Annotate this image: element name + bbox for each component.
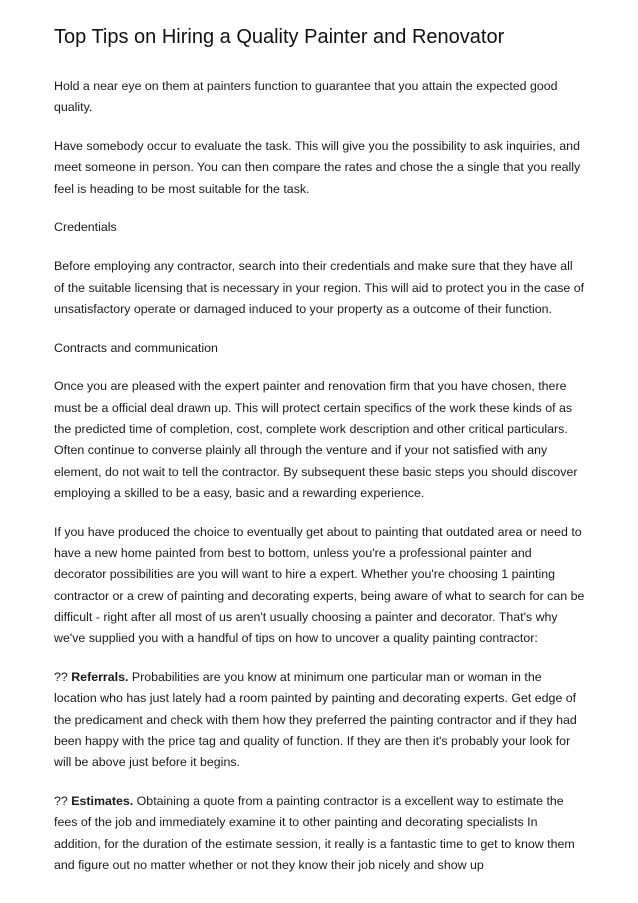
tip-bullet: ?? bbox=[54, 670, 72, 685]
tip-heading: Referrals. bbox=[71, 670, 129, 685]
paragraph-evaluate: Have somebody occur to evaluate the task. This will give you the possibility to ask inquiries, and meet someone in person. You can then compare the rates and chose the a single that you really feel is heading to be most suitable for the task. bbox=[54, 139, 581, 196]
page-title: Top Tips on Hiring a Quality Painter and Renovator bbox=[54, 26, 505, 48]
tip-text: Probabilities are you know at minimum one particular man or woman in the location who has just lately had a room painted by painting and decorating experts. Get edge of the predicament and check with them how they preferred the painting contractor and if they had been happy with the price tag and quality of function. If they are then it's probably your look for will be above just before it begins. bbox=[54, 670, 577, 770]
tip-estimates bbox=[54, 791, 586, 876]
tip-text: Obtaining a quote from a painting contractor is a excellent way to estimate the fees of the job and immediately examine it to other painting and decorating specialists In addition, for the duration of the estimate session, it really is a fantastic time to get to know them and figure out no matter whether or not they know their job nicely and show up bbox=[54, 794, 575, 872]
paragraph-contracts: Once you are pleased with the expert painter and renovation firm that you have chosen, there must be a official deal drawn up. This will protect certain specifics of the work these kinds of as the predicted time of completion, cost, complete work description and other critical particulars. Often continue to converse plainly all through the venture and if your not satisfied with any element, do not wait to tell the contractor. By subsequent these basic steps you should discover employing a skilled to be a easy, basic and a rewarding experience. bbox=[54, 379, 578, 500]
section-heading-contracts: Contracts and communication bbox=[54, 340, 218, 355]
paragraph-intro: Hold a near eye on them at painters function to guarantee that you attain the expected good quality. bbox=[54, 79, 558, 115]
tip-bullet: ?? bbox=[54, 794, 72, 809]
tip-heading: Estimates. bbox=[71, 794, 134, 809]
tip-referrals bbox=[54, 667, 586, 773]
section-heading-credentials: Credentials bbox=[54, 220, 117, 235]
paragraph-credentials: Before employing any contractor, search into their credentials and make sure that they have all of the suitable licensing that is necessary in your region. This will aid to protect you in the case of unsatisfactory operate or damaged induced to your property as a outcome of their function. bbox=[54, 259, 585, 316]
paragraph-hiring: If you have produced the choice to eventually get about to painting that outdated area or need to have a new home painted from best to bottom, unless you're a professional painter and decorator possibilities are you will want to hire a expert. Whether you're choosing 1 painting contractor or a crew of painting and decorating experts, being aware of what to search for can be difficult - right after all most of us aren't usually choosing a painter and decorator. That's why we've supplied you with a handful of tips on how to uncover a quality painting contractor: bbox=[54, 524, 585, 646]
